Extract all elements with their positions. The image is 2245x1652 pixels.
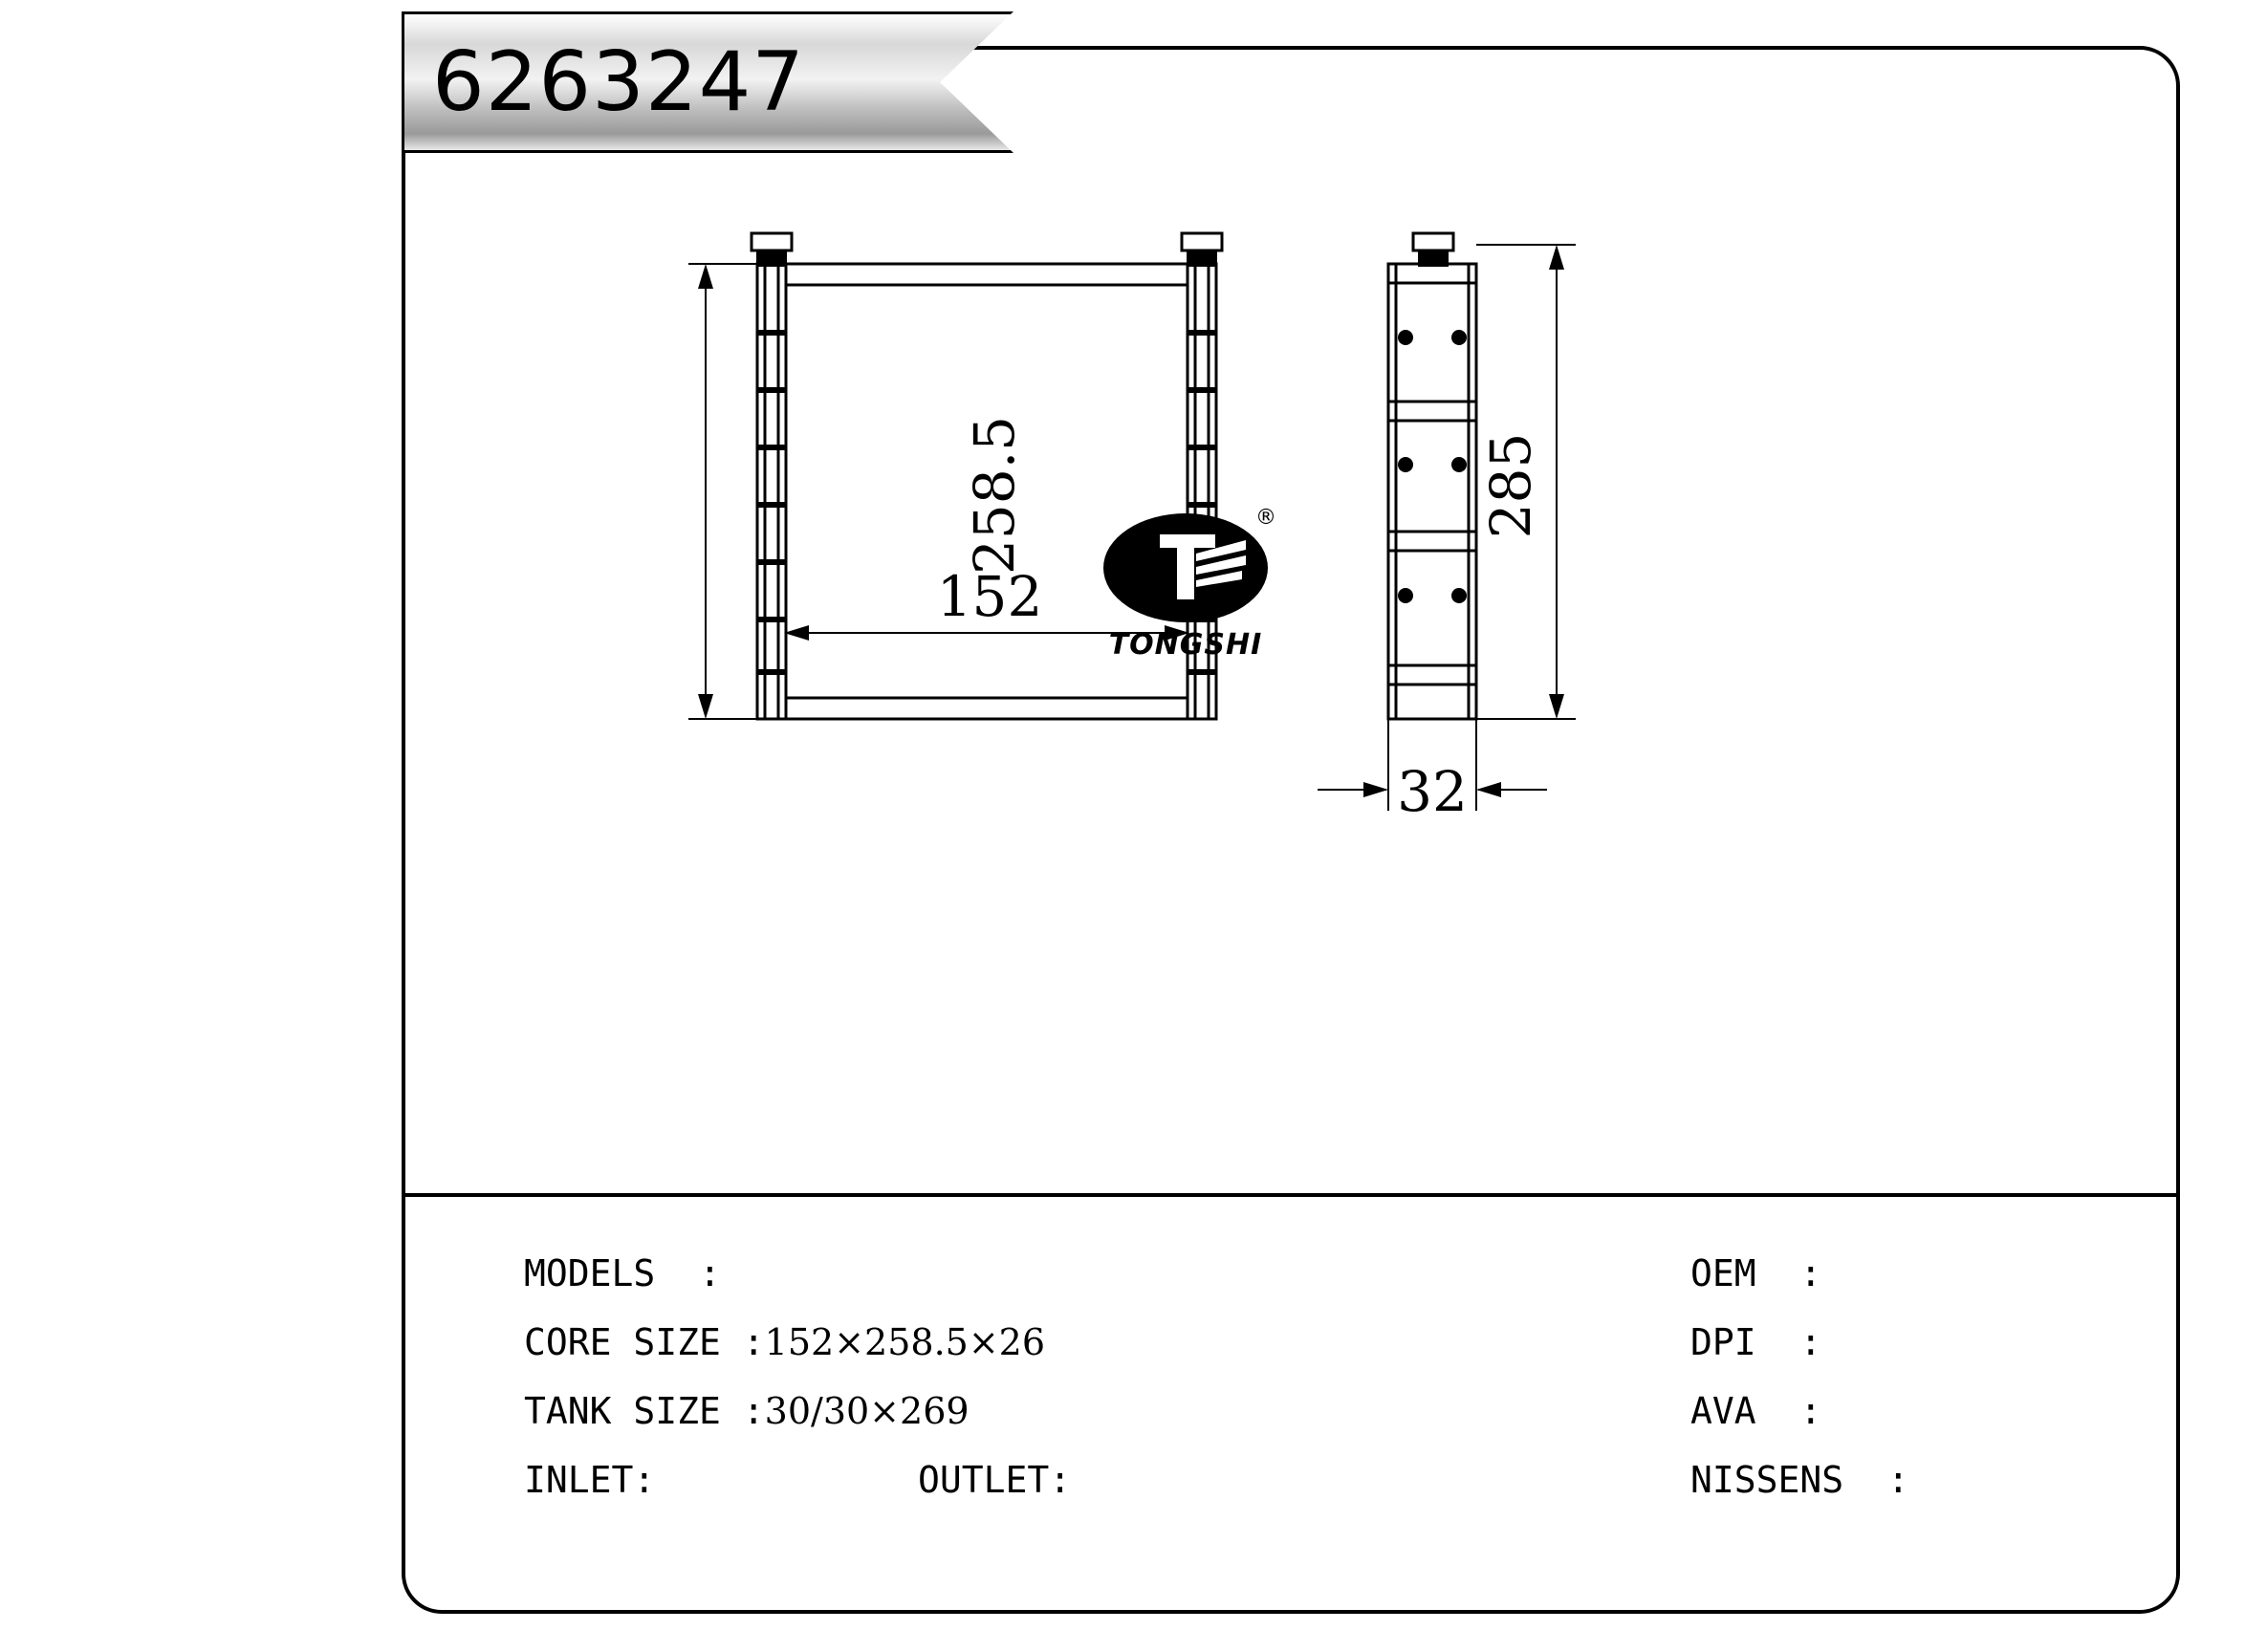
tongshi-emblem [1102,511,1270,624]
spec-nissens-label: NISSENS : [1690,1459,1909,1501]
dim-width-core: 152 [936,564,1043,629]
spec-tank-size-value: 30/30×269 [764,1390,970,1432]
spec-dpi [1690,1321,1821,1363]
spec-oem [1690,1252,1821,1294]
spec-models-label: MODELS : [524,1252,721,1294]
dim-height-overall: 285 [1478,432,1543,539]
heater-core-drawing [402,46,2180,1193]
spec-tank-size [524,1390,970,1432]
spec-models [524,1252,721,1294]
spec-dpi-label: DPI : [1690,1321,1822,1363]
outlet-pipe [1182,233,1222,250]
dim-height-core: 258.5 [962,415,1027,576]
spec-inlet-label: INLET: [524,1459,656,1501]
spec-tank-size-label: TANK SIZE : [524,1390,765,1432]
top-tank [763,264,1212,285]
brand-name: TONGSHI [1108,628,1263,662]
spec-ava-label: AVA : [1690,1390,1822,1432]
brand-logo [1085,506,1286,688]
spec-core-size-value: 152×258.5×26 [764,1321,1046,1363]
spec-outlet-label: OUTLET: [918,1459,1072,1501]
dim-depth: 32 [1397,759,1468,824]
inlet-pipe [752,233,792,250]
spec-oem-label: OEM : [1690,1252,1822,1294]
spec-inlet [524,1459,655,1501]
registered-icon: ® [1255,506,1276,530]
spec-core-size [524,1321,1045,1363]
spec-core-size-label: CORE SIZE : [524,1321,765,1363]
section-divider [405,1193,2176,1197]
spec-ava [1690,1390,1821,1432]
bottom-tank [763,698,1212,719]
part-number-title: 6263247 [432,34,806,130]
spec-nissens [1690,1459,1909,1501]
